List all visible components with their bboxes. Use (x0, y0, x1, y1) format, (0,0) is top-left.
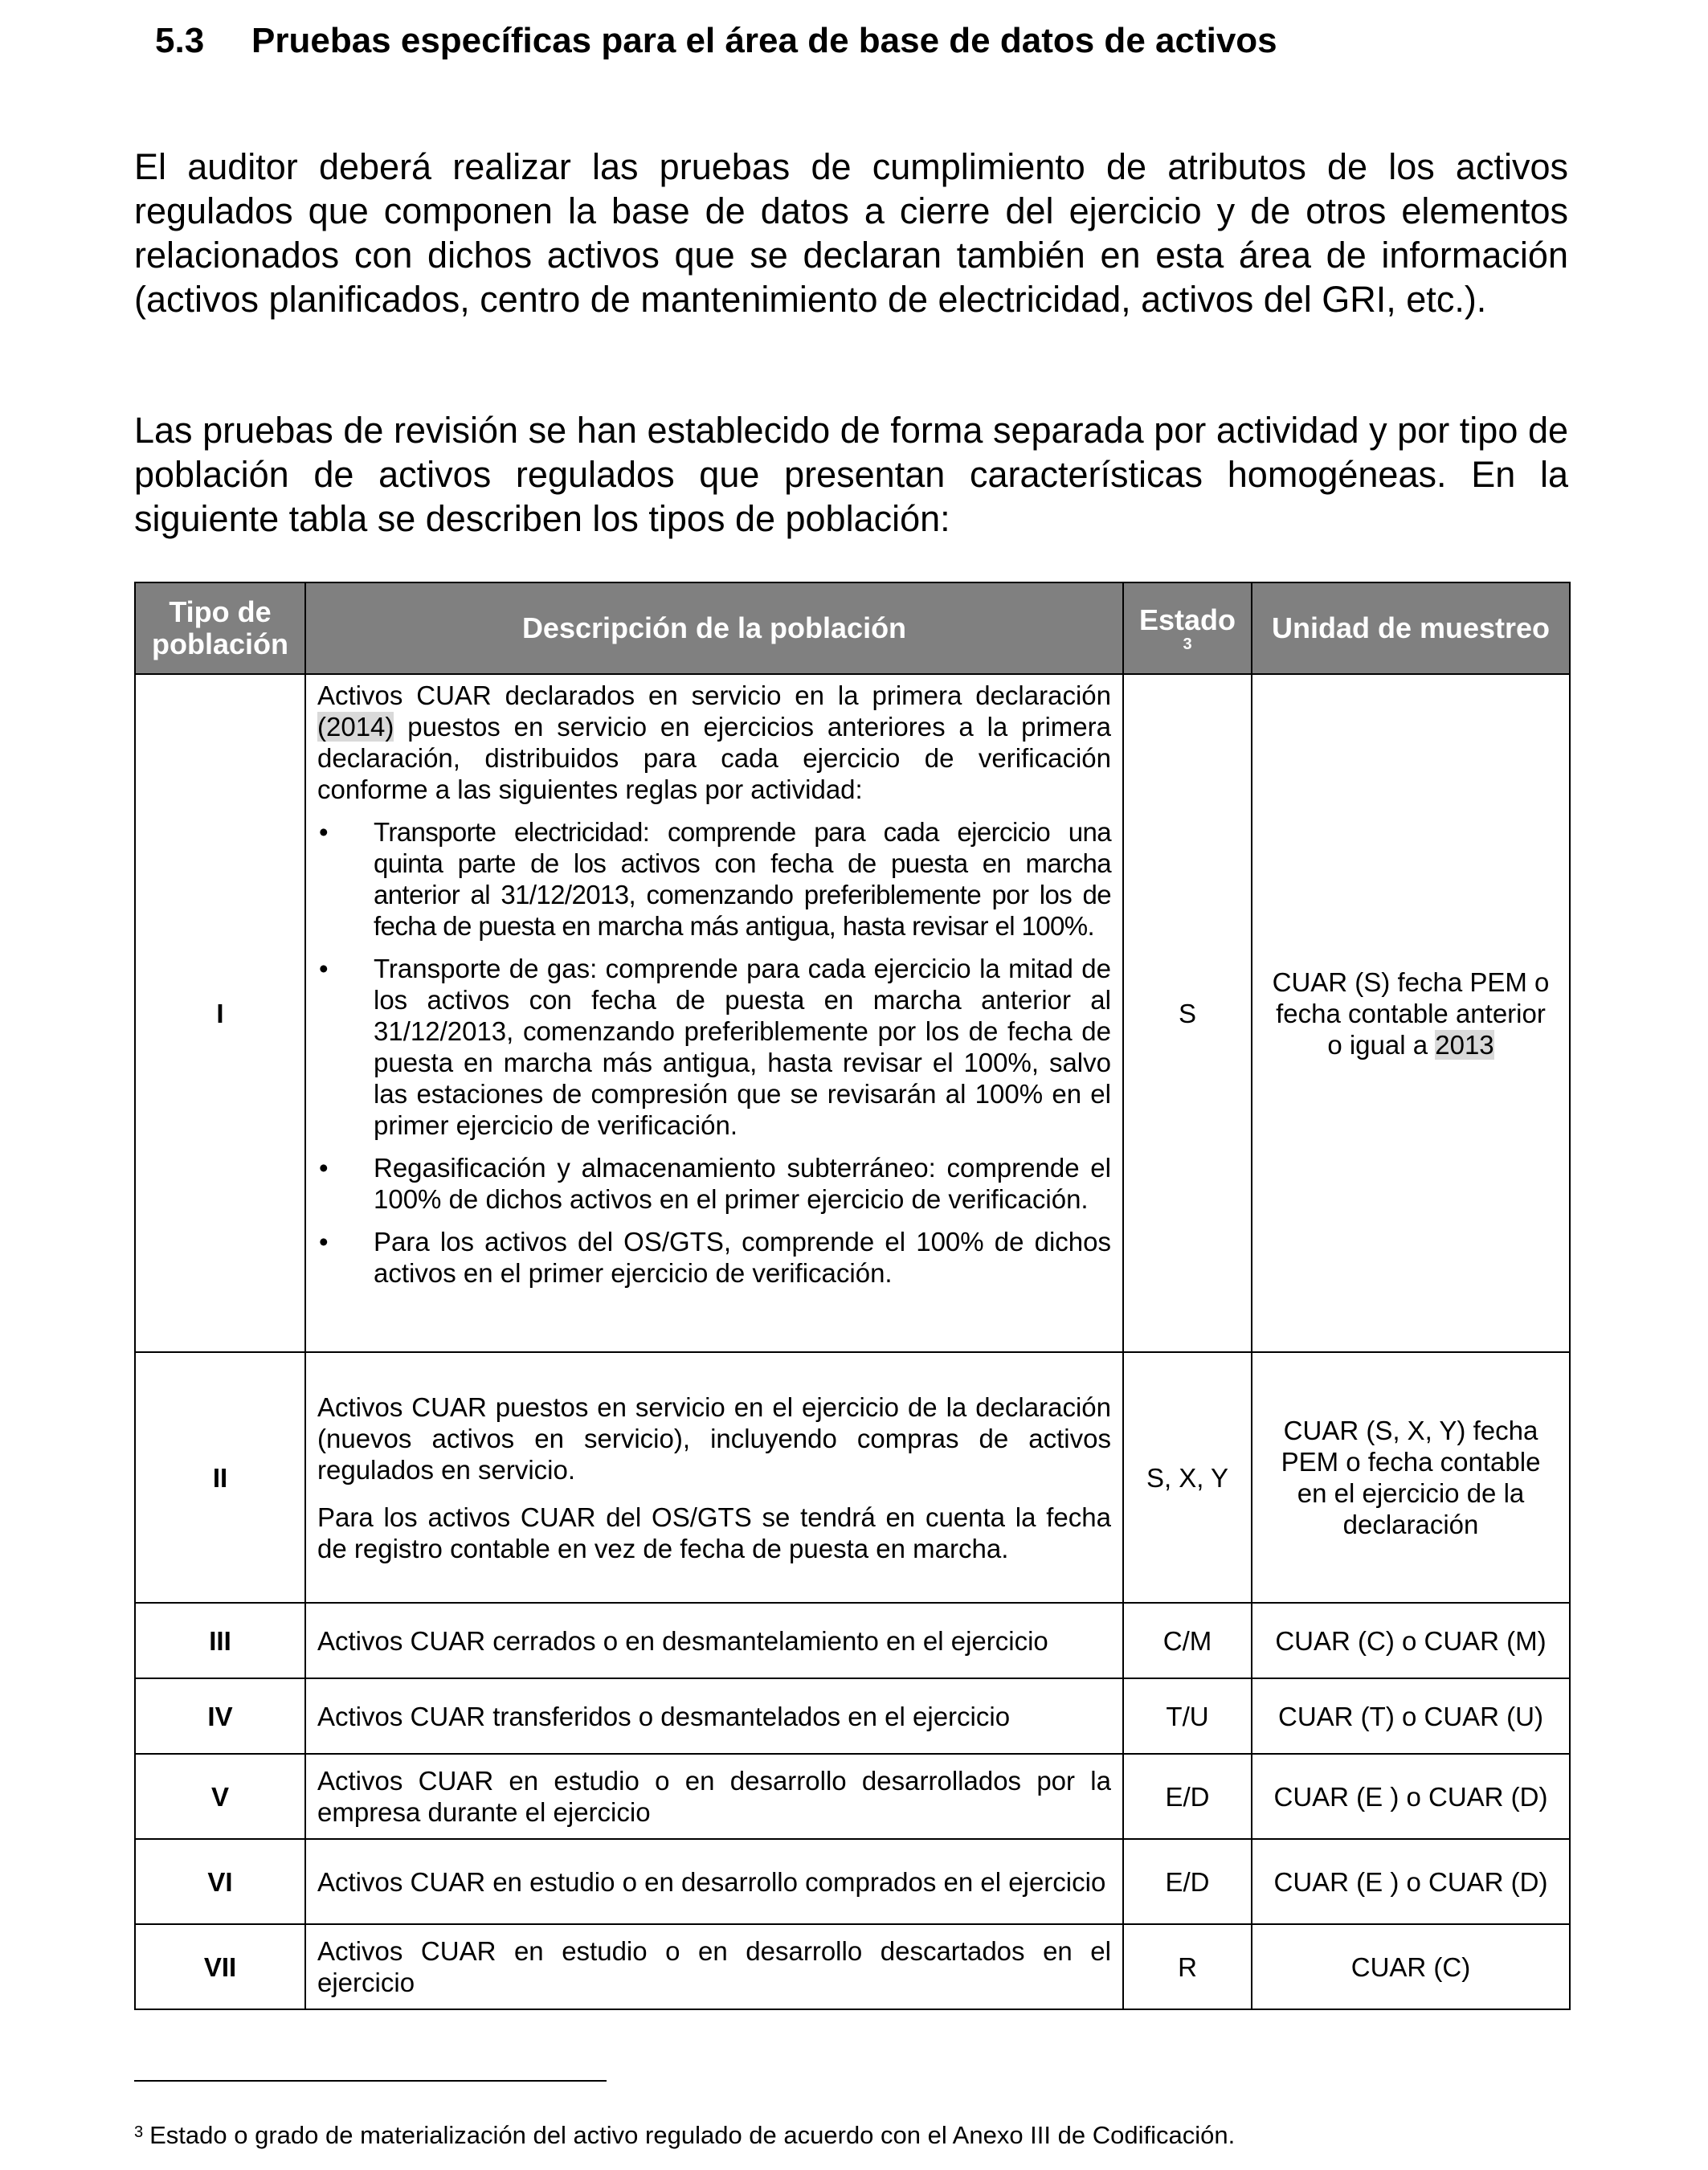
desc-paragraph: Activos CUAR puestos en servicio en el ejercicio de la declaración (nuevos activos en servicio), incluyendo compras de activos regulados en servicio. (317, 1391, 1111, 1485)
cell-unidad: CUAR (T) o CUAR (U) (1252, 1678, 1570, 1754)
desc-intro-b: puestos en servicio en ejercicios anteriores a la primera declaración, distribuidos para cada ejercicio de verificación conforme a las siguientes reglas por actividad: (317, 712, 1111, 804)
list-item (317, 816, 1111, 942)
list-item (317, 1226, 1111, 1289)
footnote-separator (134, 2080, 607, 2082)
table-row (135, 1603, 1570, 1678)
cell-estado: C/M (1123, 1603, 1252, 1678)
section-number: 5.3 (155, 21, 205, 60)
cell-unidad: CUAR (C) o CUAR (M) (1252, 1603, 1570, 1678)
cell-unidad (1252, 674, 1570, 1352)
paragraph-tests-text: Las pruebas de revisión se han establecido de forma separada por actividad y por tipo de población de activos regulados que presentan características homogéneas. En la siguiente tabla se describen los tipos de población: (134, 410, 1568, 539)
bullet-icon: • (319, 1227, 329, 1257)
cell-tipo: I (135, 674, 305, 1352)
cell-estado: S, X, Y (1123, 1352, 1252, 1603)
footnote-text: Estado o grado de materialización del activo regulado de acuerdo con el Anexo III de Codificación. (149, 2121, 1236, 2149)
desc-intro-a: Activos CUAR declarados en servicio en la primera declaración (317, 680, 1111, 710)
paragraph-intro (134, 145, 1568, 321)
cell-estado: E/D (1123, 1754, 1252, 1839)
cell-descripcion: Activos CUAR cerrados o en desmantelamiento en el ejercicio (305, 1603, 1123, 1678)
cell-tipo: III (135, 1603, 305, 1678)
cell-unidad: CUAR (S, X, Y) fecha PEM o fecha contable en el ejercicio de la declaración (1252, 1352, 1570, 1603)
header-unidad: Unidad de muestreo (1252, 582, 1570, 674)
list-item (317, 953, 1111, 1141)
section-heading (155, 21, 1277, 61)
list-item (317, 1152, 1111, 1215)
cell-descripcion (305, 1352, 1123, 1603)
header-estado (1123, 582, 1252, 674)
table-row (135, 1352, 1570, 1603)
bullet-icon: • (319, 954, 329, 983)
paragraph-tests (134, 408, 1568, 541)
cell-estado: E/D (1123, 1839, 1252, 1924)
table-row (135, 674, 1570, 1352)
list-item-text: Transporte electricidad: comprende para cada ejercicio una quinta parte de los activos con fecha de puesta en marcha anterior al 31/12/2013, comenzando preferiblemente por los de fecha de puesta en marcha más antigua, hasta revisar el 100%. (374, 817, 1111, 941)
highlighted-year: (2014) (317, 712, 394, 742)
table-row (135, 1924, 1570, 2009)
list-item-text: Regasificación y almacenamiento subterráneo: comprende el 100% de dichos activos en el primer ejercicio de verificación. (374, 1153, 1111, 1214)
footnote (134, 2121, 1235, 2150)
footnote-reference: 3 (1183, 635, 1192, 653)
cell-tipo: V (135, 1754, 305, 1839)
activity-rules-list (317, 816, 1111, 1289)
section-title: Pruebas específicas para el área de base de datos de activos (251, 21, 1277, 60)
desc-intro (317, 680, 1111, 805)
cell-estado: R (1123, 1924, 1252, 2009)
cell-descripcion: Activos CUAR en estudio o en desarrollo desarrollados por la empresa durante el ejercicio (305, 1754, 1123, 1839)
cell-tipo: IV (135, 1678, 305, 1754)
list-item-text: Transporte de gas: comprende para cada ejercicio la mitad de los activos con fecha de puesta en marcha anterior al 31/12/2013, comenzando preferiblemente por los de fecha de puesta en marcha más antigua, hasta revisar el 100%, salvo las estaciones de compresión que se revisarán al 100% en el primer ejercicio de verificación. (374, 954, 1111, 1140)
list-item-text: Para los activos del OS/GTS, comprende el 100% de dichos activos en el primer ejercicio de verificación. (374, 1227, 1111, 1288)
header-tipo (135, 582, 305, 674)
table-row (135, 1839, 1570, 1924)
footnote-mark: 3 (134, 2123, 144, 2141)
cell-tipo: VII (135, 1924, 305, 2009)
population-table (134, 582, 1571, 2010)
header-estado-label: Estado (1138, 603, 1236, 636)
desc-paragraph: Para los activos CUAR del OS/GTS se tendrá en cuenta la fecha de registro contable en vez de fecha de puesta en marcha. (317, 1502, 1111, 1563)
bullet-icon: • (319, 817, 328, 847)
cell-descripcion (305, 674, 1123, 1352)
cell-unidad: CUAR (E ) o CUAR (D) (1252, 1754, 1570, 1839)
table-header-row (135, 582, 1570, 674)
cell-descripcion: Activos CUAR en estudio o en desarrollo descartados en el ejercicio (305, 1924, 1123, 2009)
paragraph-intro-text: El auditor deberá realizar las pruebas de cumplimiento de atributos de los activos regulados que componen la base de datos a cierre del ejercicio y de otros elementos relacionados con dichos activos que se declaran también en esta área de información (activos planificados, centro de mantenimiento de electricidad, activos del GRI, etc.). (134, 146, 1568, 320)
highlighted-year: 2013 (1435, 1029, 1494, 1060)
cell-tipo: VI (135, 1839, 305, 1924)
table-row (135, 1678, 1570, 1754)
cell-unidad: CUAR (E ) o CUAR (D) (1252, 1839, 1570, 1924)
cell-descripcion: Activos CUAR transferidos o desmantelados en el ejercicio (305, 1678, 1123, 1754)
unidad-text: CUAR (S) fecha PEM o fecha contable anterior o igual a (1272, 966, 1550, 1060)
cell-estado: S (1123, 674, 1252, 1352)
bullet-icon: • (319, 1153, 329, 1183)
header-descripcion: Descripción de la población (305, 582, 1123, 674)
cell-unidad: CUAR (C) (1252, 1924, 1570, 2009)
header-tipo-label: Tipo de población (152, 595, 288, 660)
table-row (135, 1754, 1570, 1839)
cell-tipo: II (135, 1352, 305, 1603)
cell-estado: T/U (1123, 1678, 1252, 1754)
cell-descripcion: Activos CUAR en estudio o en desarrollo comprados en el ejercicio (305, 1839, 1123, 1924)
